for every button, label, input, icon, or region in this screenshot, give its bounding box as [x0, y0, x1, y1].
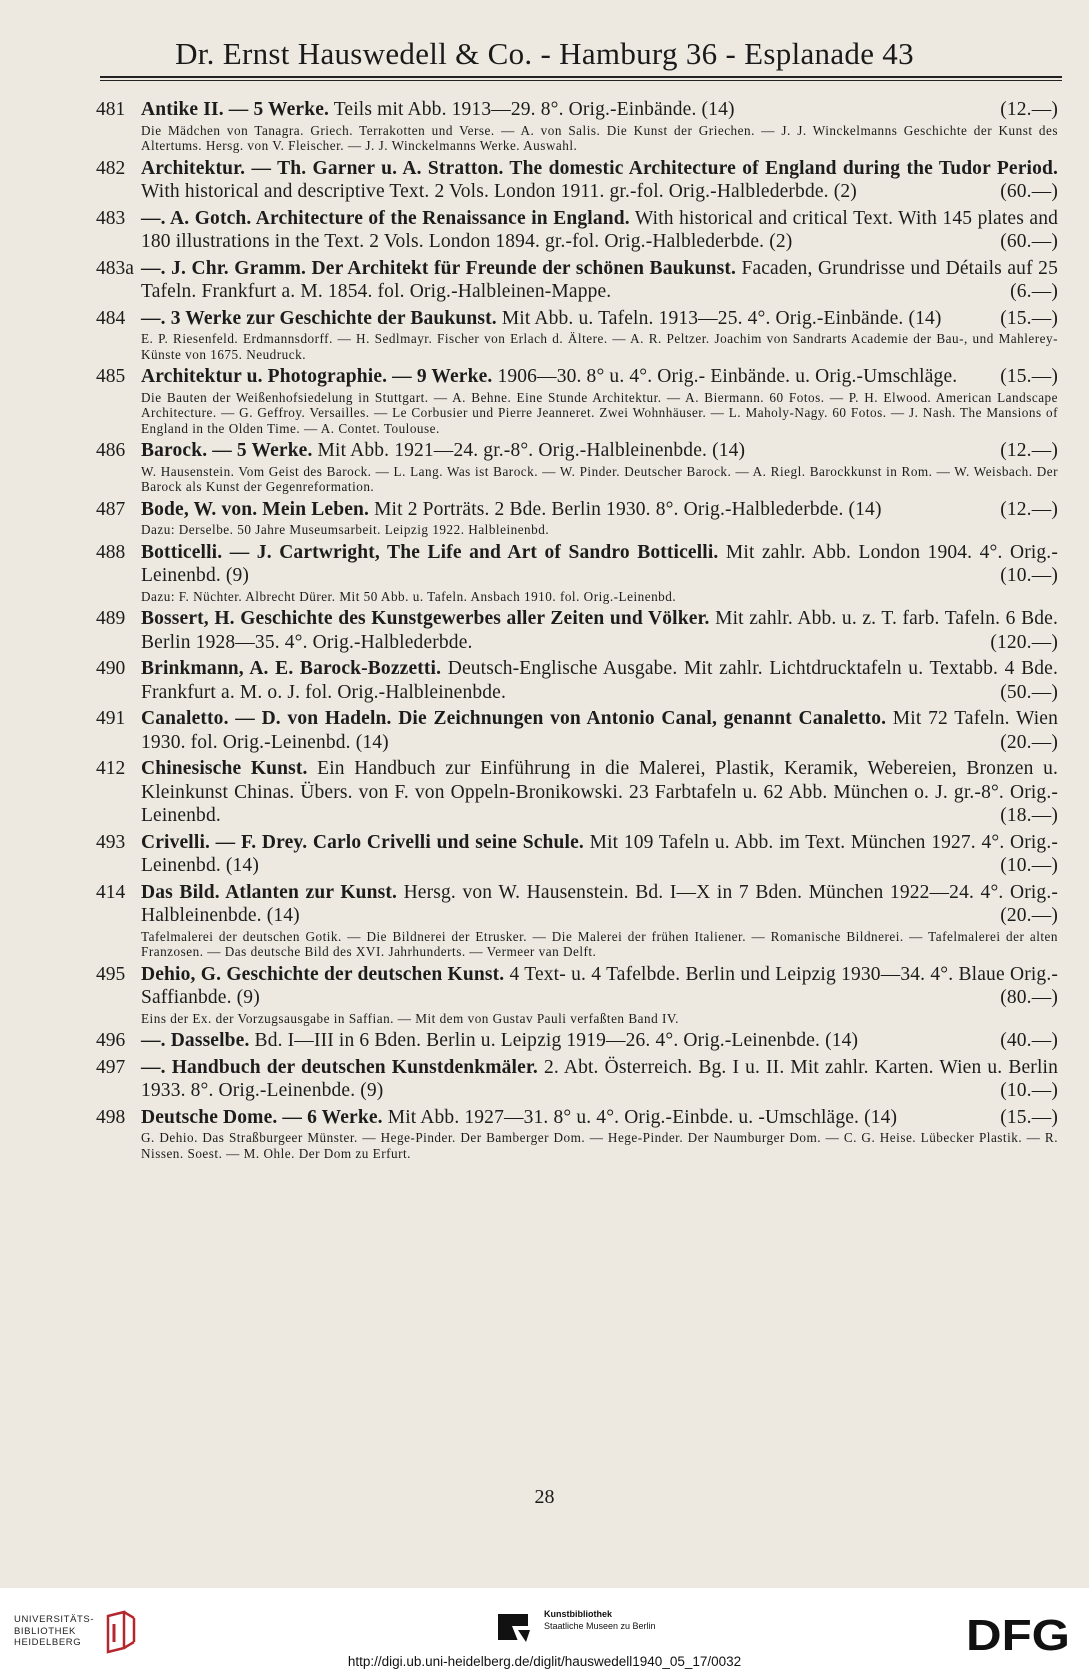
entry-description: Mit zahlr. Abb. London 1904. 4°. Orig.-Leinenbd. (9)	[141, 541, 1058, 586]
kunstbibliothek-text: Kunstbibliothek Staatliche Museen zu Berlin	[544, 1609, 656, 1631]
catalog-entry	[96, 365, 1058, 436]
source-url[interactable]: http://digi.ub.uni-heidelberg.de/diglit/hauswedell1940_05_17/0032	[347, 1654, 742, 1669]
entry-number: 485	[96, 366, 126, 387]
entry-description: Mit zahlr. Abb. u. z. T. farb. Tafeln. 6 Bde. Berlin 1928—35. 4°. Orig.-Halblederbde.	[141, 608, 1058, 653]
entry-price: (50.—)	[1000, 681, 1058, 703]
catalog-entry	[96, 757, 1058, 828]
entry-number: 490	[96, 658, 126, 679]
header-rule-thin	[100, 80, 1062, 81]
entry-number: 487	[96, 498, 126, 520]
ub-heidelberg-logo[interactable]	[14, 1608, 139, 1658]
footer-bar	[0, 1588, 1089, 1676]
entry-price: (12.—)	[1000, 498, 1058, 520]
entry-text	[141, 207, 1058, 254]
catalog-entry	[96, 1106, 1058, 1162]
entry-price: (12.—)	[1000, 99, 1058, 120]
entry-title: Antike II. — 5 Werke.	[141, 99, 330, 120]
catalog-entry	[96, 307, 1058, 363]
entry-price: (80.—)	[1000, 987, 1058, 1008]
entry-note: Die Mädchen von Tanagra. Griech. Terrakotten und Verse. — A. von Salis. Die Kunst der Griechen. — J. J. Winckelmanns Geschichte der Kunst des Altertums. Hersg. von V. Fleischer. — J. J. Winckelmanns Werke. Auswahl.	[141, 122, 1058, 153]
ub-logo-text: UNIVERSITÄTS- BIBLIOTHEK HEIDELBERG	[14, 1614, 95, 1648]
entry-number: 414	[96, 881, 126, 903]
entry-number: 495	[96, 963, 126, 985]
entry-description: 2. Abt. Österreich. Bg. I u. II. Mit zahlr. Karten. Wien u. Berlin 1933. 8°. Orig.-Leinenbde. (9)	[141, 1056, 1058, 1101]
catalog-entry	[96, 541, 1058, 605]
page-number: 28	[534, 1486, 555, 1508]
catalog-entry	[96, 257, 1058, 304]
entry-text	[141, 1029, 1058, 1053]
catalog-entry	[96, 439, 1058, 495]
entry-number: 484	[96, 307, 126, 329]
catalog-entry	[96, 1029, 1058, 1053]
entry-price: (60.—)	[1000, 231, 1058, 252]
entry-note: E. P. Riesenfeld. Erdmannsdorff. — H. Sedlmayr. Fischer von Erlach d. Ältere. — A. R. Peltzer. Joachim von Sandrarts Academie der Bau-, und Mahlerey-Künste von 1675. Neudruck.	[141, 331, 1058, 362]
entry-text	[141, 257, 1058, 304]
catalog-entry	[96, 963, 1058, 1027]
entry-text	[141, 881, 1058, 928]
entry-title: —. 3 Werke zur Geschichte der Baukunst.	[141, 307, 497, 329]
entry-number: 489	[96, 608, 126, 629]
entry-description: Mit 109 Tafeln u. Abb. im Text. München 1927. 4°. Orig.-Leinenbd. (14)	[141, 831, 1058, 876]
entry-text	[141, 657, 1058, 704]
entry-title: Chinesische Kunst.	[141, 758, 308, 779]
entry-title: Das Bild. Atlanten zur Kunst.	[141, 881, 398, 903]
entry-note: W. Hausenstein. Vom Geist des Barock. — L. Lang. Was ist Barock. — W. Pinder. Deutscher Barock. — A. Riegl. Barockkunst in Rom. — W. Weisbach. Der Barock als Kunst der Gegenreformation.	[141, 463, 1058, 494]
entry-text	[141, 707, 1058, 754]
entry-description: Deutsch-Englische Ausgabe. Mit zahlr. Lichtdrucktafeln u. Textabb. 4 Bde. Frankfurt a. M. o. J. fol. Orig.-Halbleinenbde.	[141, 658, 1058, 703]
entry-description: Mit Abb. 1927—31. 8° u. 4°. Orig.-Einbde. u. -Umschläge. (14)	[382, 1106, 898, 1128]
entry-description: Ein Handbuch zur Einführung in die Malerei, Plastik, Keramik, Webereien, Bronzen u. Kleinkunst Chinas. Übers. von F. von Oppeln-Bronikowski. 23 Farbtafeln u. 62 Abb. München o. J. gr.-8°. Orig.-Leinenbd.	[141, 758, 1058, 826]
entry-number: 481	[96, 99, 126, 120]
entry-description: Mit Abb. u. Tafeln. 1913—25. 4°. Orig.-Einbände. (14)	[496, 307, 942, 329]
entry-description: With historical and descriptive Text. 2 Vols. London 1911. gr.-fol. Orig.-Halblederbde. (2)	[141, 181, 857, 202]
dfg-logo[interactable]	[966, 1612, 1072, 1656]
entry-number: 483a	[96, 257, 134, 279]
catalog-entries	[96, 98, 1058, 1164]
entry-price: (10.—)	[1000, 1080, 1058, 1101]
entry-description: 4 Text- u. 4 Tafelbde. Berlin und Leipzig 1930—34. 4°. Blaue Orig.-Saffianbde. (9)	[141, 963, 1058, 1008]
entry-price: (15.—)	[1000, 307, 1058, 329]
entry-note: Tafelmalerei der deutschen Gotik. — Die Bildnerei der Etrusker. — Die Malerei der frühen Italiener. — Romanische Bildnerei. — Tafelmalerei der alten Franzosen. — Das deutsche Bild des XVI. Jahrhunderts. — Vermeer van Delft.	[141, 928, 1058, 959]
entry-title: Barock. — 5 Werke.	[141, 440, 313, 461]
entry-text	[141, 831, 1058, 878]
entry-price: (40.—)	[1000, 1030, 1058, 1051]
entry-number: 412	[96, 758, 126, 779]
catalog-entry	[96, 707, 1058, 754]
catalog-entry	[96, 207, 1058, 254]
entry-title: —. Dasselbe.	[141, 1030, 250, 1051]
entry-title: Canaletto. — D. von Hadeln. Die Zeichnungen von Antonio Canal, genannt Canaletto.	[141, 708, 887, 729]
entry-number: 491	[96, 708, 126, 729]
catalog-entry	[96, 157, 1058, 204]
entry-price: (12.—)	[1000, 440, 1058, 461]
entry-text	[141, 98, 1058, 122]
catalog-entry	[96, 607, 1058, 654]
entry-text	[141, 757, 1058, 828]
entry-title: —. Handbuch der deutschen Kunstdenkmäler.	[141, 1056, 538, 1078]
entry-title: Bossert, H. Geschichte des Kunstgewerbes aller Zeiten und Völker.	[141, 608, 710, 629]
entry-price: (15.—)	[1000, 1106, 1058, 1128]
catalog-entry	[96, 498, 1058, 538]
entry-description: Facaden, Grundrisse und Détails auf 25 Tafeln. Frankfurt a. M. 1854. fol. Orig.-Halbleinen-Mappe.	[141, 257, 1058, 302]
catalog-entry	[96, 881, 1058, 960]
entry-number: 482	[96, 157, 126, 179]
entry-title: Crivelli. — F. Drey. Carlo Crivelli und seine Schule.	[141, 831, 584, 853]
entry-text	[141, 607, 1058, 654]
entry-title: Dehio, G. Geschichte der deutschen Kunst.	[141, 963, 505, 985]
entry-description: Mit 72 Tafeln. Wien 1930. fol. Orig.-Leinenbd. (14)	[141, 708, 1058, 753]
entry-price: (120.—)	[990, 631, 1058, 653]
entry-note: Dazu: F. Nüchter. Albrecht Dürer. Mit 50 Abb. u. Tafeln. Ansbach 1910. fol. Orig.-Leinenbd.	[141, 588, 677, 604]
entry-title: Bode, W. von. Mein Leben.	[141, 498, 370, 520]
entry-price: (60.—)	[1000, 181, 1058, 202]
entry-title: —. A. Gotch. Architecture of the Renaissance in England.	[141, 207, 630, 229]
entry-title: Deutsche Dome. — 6 Werke.	[141, 1106, 383, 1128]
entry-text	[141, 365, 1058, 389]
entry-number: 496	[96, 1030, 126, 1051]
entry-title: —. J. Chr. Gramm. Der Architekt für Freunde der schönen Baukunst.	[141, 257, 736, 279]
catalog-entry	[96, 98, 1058, 154]
entry-text	[141, 498, 1058, 522]
entry-text	[141, 963, 1058, 1010]
entry-number: 486	[96, 440, 126, 461]
entry-number: 493	[96, 831, 126, 853]
entry-price: (10.—)	[1000, 565, 1058, 586]
entry-title: Brinkmann, A. E. Barock-Bozzetti.	[141, 658, 442, 679]
entry-price: (6.—)	[1010, 281, 1058, 302]
entry-text	[141, 1056, 1058, 1103]
entry-text	[141, 1106, 1058, 1130]
kunstbibliothek-logo[interactable]	[496, 1606, 696, 1650]
entry-title: Architektur. — Th. Garner u. A. Stratton. The domestic Architecture of England during the Tudor Period.	[141, 157, 1058, 179]
entry-note: Dazu: Derselbe. 50 Jahre Museumsarbeit. Leipzig 1922. Halbleinenbd.	[141, 522, 550, 537]
entry-title: Botticelli. — J. Cartwright, The Life and Art of Sandro Botticelli.	[141, 541, 719, 563]
catalog-entry	[96, 831, 1058, 878]
catalog-entry	[96, 657, 1058, 704]
entry-price: (20.—)	[1000, 731, 1058, 753]
dfg-logo-text: DFG	[966, 1612, 1070, 1656]
header-rule	[100, 76, 1062, 78]
entry-note: Die Bauten der Weißenhofsiedelung in Stuttgart. — A. Behne. Eine Stunde Architektur. — A. Biermann. 60 Fotos. — P. H. Elwood. American Landscape Architecture. — G. Geffroy. Versailles. — Le Corbusier und Pierre Jeanneret. Zwei Wohnhäuser. — L. Maholy-Nagy. 60 Fotos. — J. Nash. The Mansions of England in the Olden Time. — A. Contet. Toulouse.	[141, 389, 1058, 436]
entry-note: Eins der Ex. der Vorzugsausgabe in Saffian. — Mit dem von Gustav Pauli verfaßten Band IV.	[141, 1010, 679, 1026]
catalog-entry	[96, 1056, 1058, 1103]
entry-text	[141, 307, 1058, 331]
entry-price: (20.—)	[1000, 905, 1058, 926]
entry-description: Mit Abb. 1921—24. gr.-8°. Orig.-Halbleinenbde. (14)	[312, 440, 746, 461]
entry-note: G. Dehio. Das Straßburgeer Münster. — Hege-Pinder. Der Bamberger Dom. — Hege-Pinder. Der Naumburger Dom. — C. G. Heise. Lübecker Plastik. — R. Nissen. Soest. — M. Ohle. Der Dom zu Erfurt.	[141, 1130, 1058, 1161]
entry-price: (15.—)	[1000, 366, 1058, 387]
entry-price: (18.—)	[1000, 805, 1058, 826]
ub-emblem-icon	[102, 1608, 138, 1654]
entry-text	[141, 541, 1058, 588]
entry-text	[141, 157, 1058, 204]
entry-number: 483	[96, 207, 126, 229]
entry-number: 488	[96, 541, 126, 563]
entry-price: (10.—)	[1000, 855, 1058, 876]
entry-description: 1906—30. 8° u. 4°. Orig.- Einbände. u. Orig.-Umschläge.	[492, 366, 958, 387]
page-header: Dr. Ernst Hauswedell & Co. - Hamburg 36 - Esplanade 43	[175, 36, 914, 71]
entry-description: Teils mit Abb. 1913—29. 8°. Orig.-Einbände. (14)	[329, 99, 735, 120]
entry-number: 497	[96, 1056, 126, 1078]
entry-title: Architektur u. Photographie. — 9 Werke.	[141, 366, 493, 387]
entry-description: Bd. I—III in 6 Bden. Berlin u. Leipzig 1919—26. 4°. Orig.-Leinenbde. (14)	[249, 1030, 859, 1051]
entry-description: Hersg. von W. Hausenstein. Bd. I—X in 7 Bden. München 1922—24. 4°. Orig.-Halbleinenbde. (14)	[141, 881, 1058, 926]
entry-description: Mit 2 Porträts. 2 Bde. Berlin 1930. 8°. Orig.-Halblederbde. (14)	[369, 498, 882, 520]
kunstbibliothek-emblem-icon	[496, 1606, 536, 1646]
entry-description: With historical and critical Text. With 145 plates and 180 illustrations in the Text. 2 Vols. London 1894. gr.-fol. Orig.-Halblederbde. (2)	[141, 207, 1059, 252]
entry-number: 498	[96, 1106, 126, 1128]
entry-text	[141, 439, 1058, 463]
